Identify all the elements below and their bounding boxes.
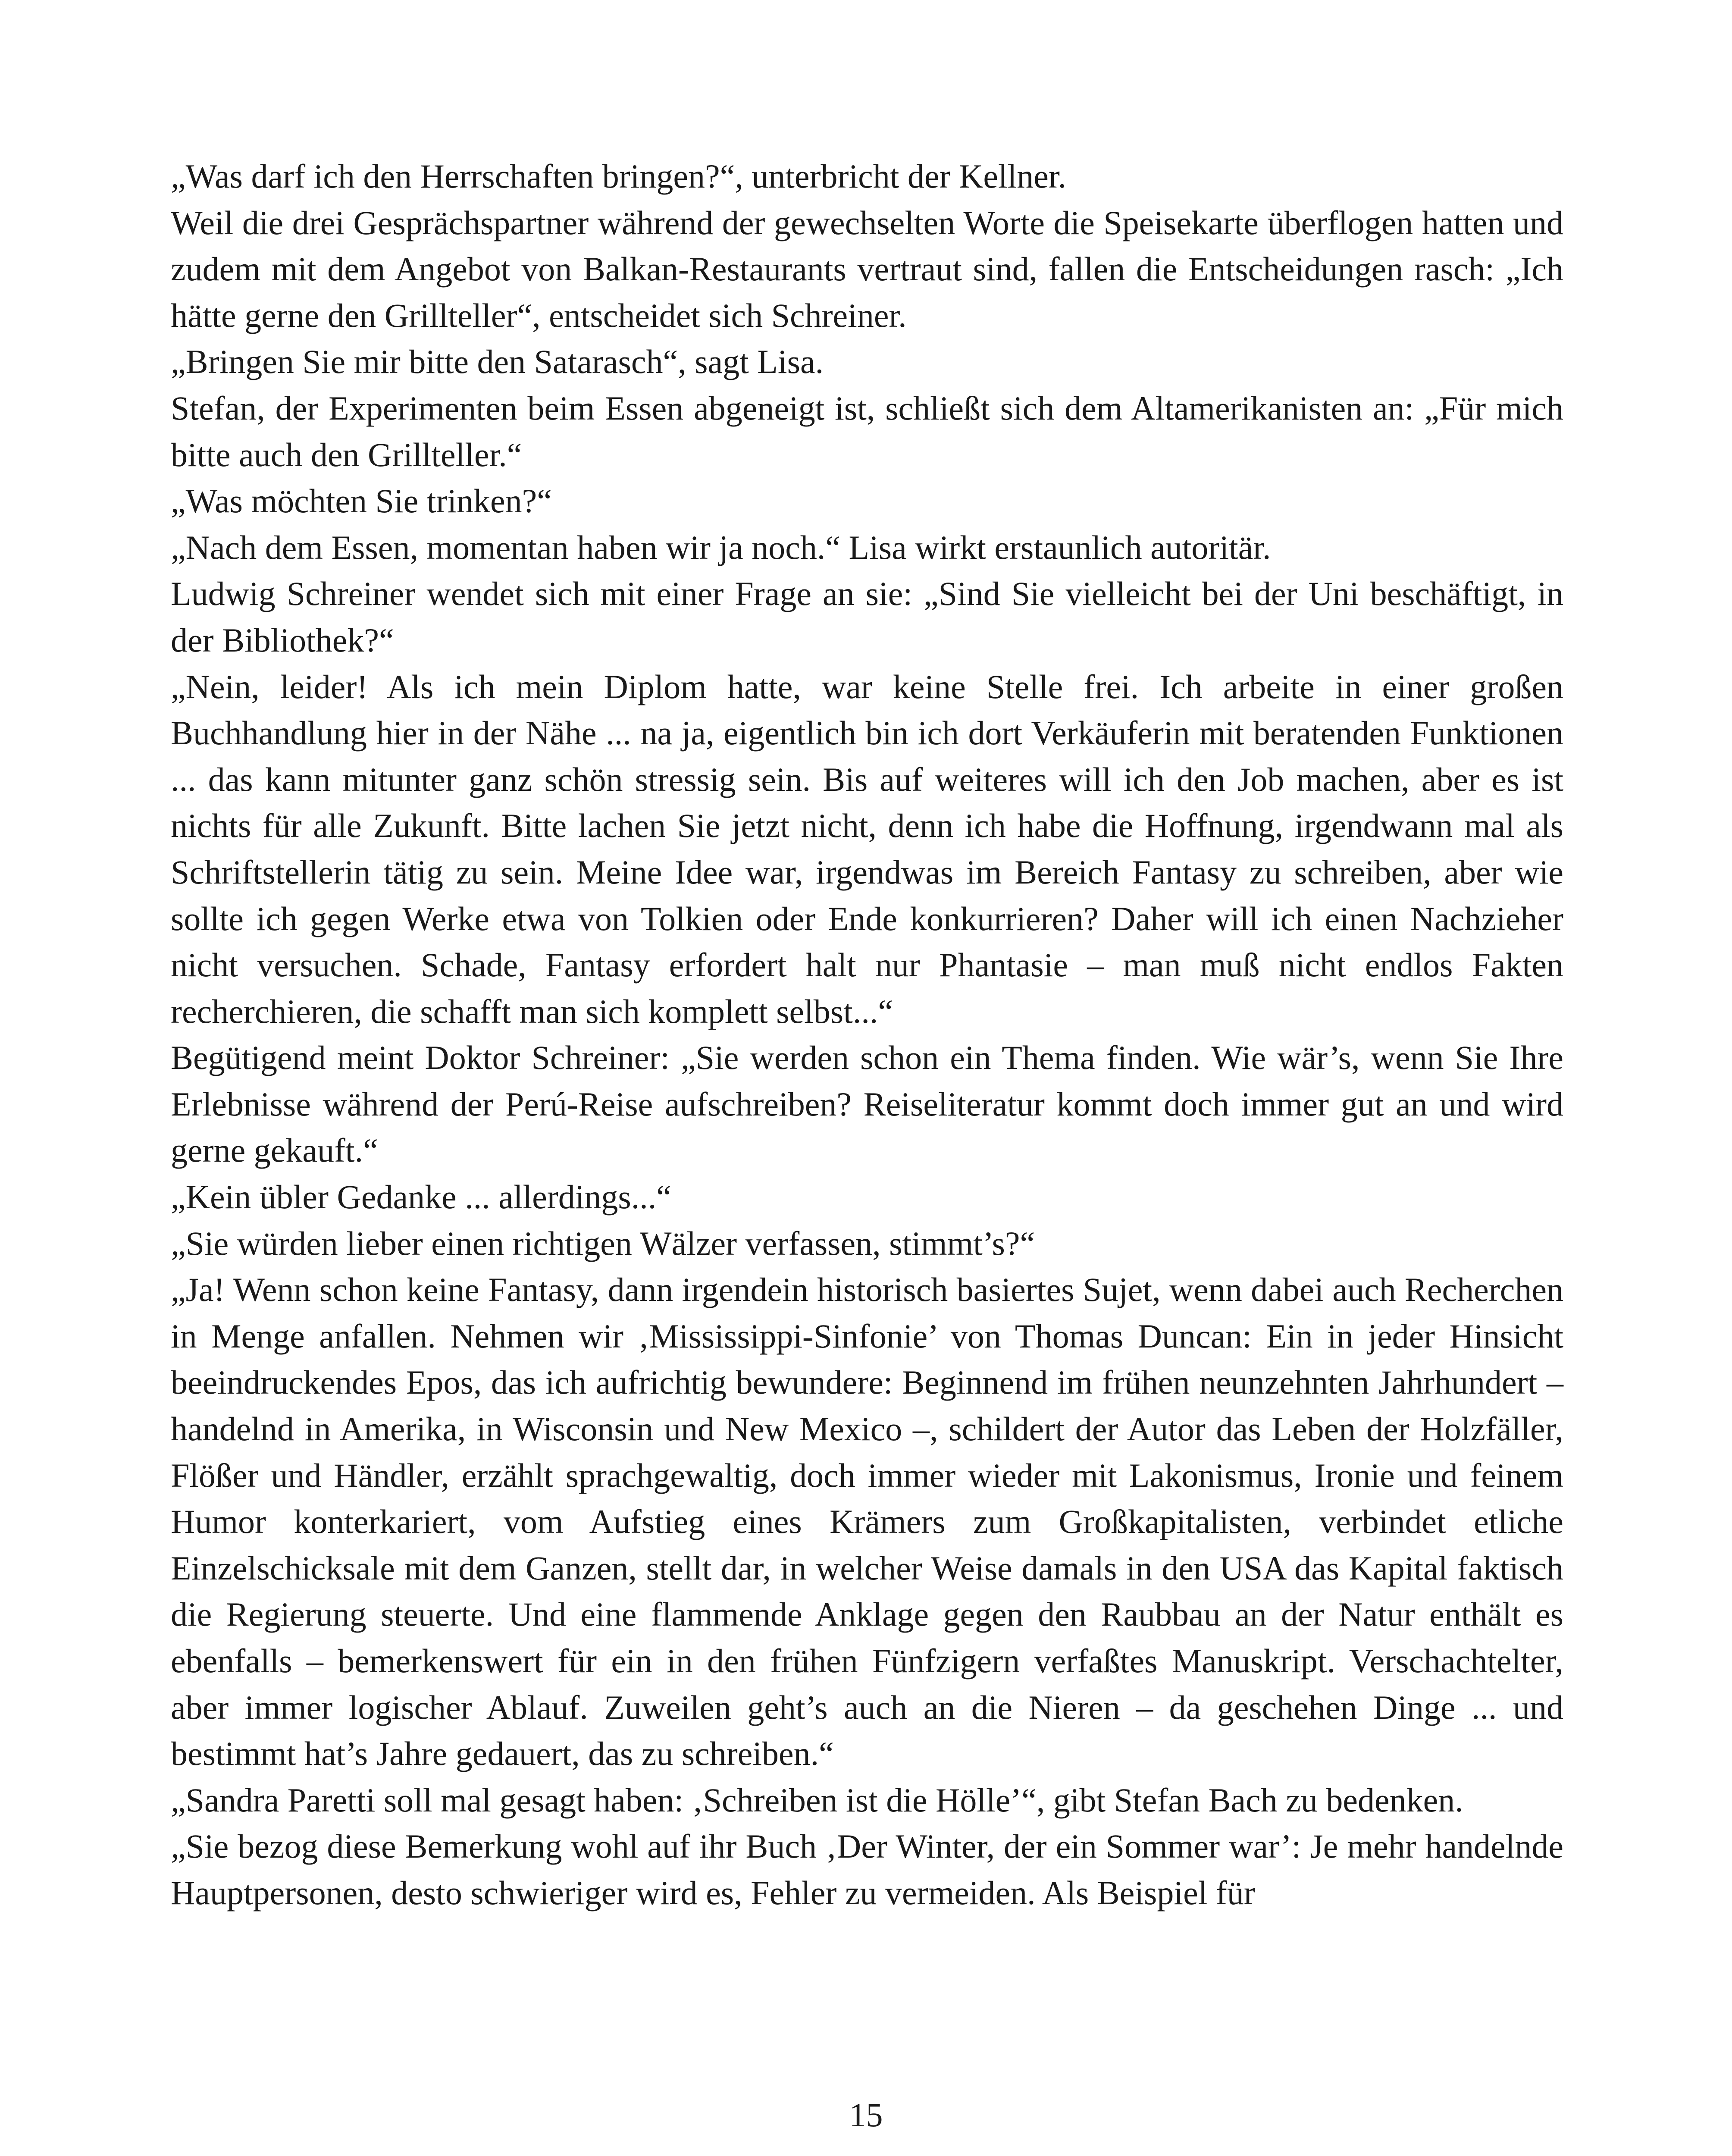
paragraph-winter-book: „Sie bezog diese Bemerkung wohl auf ihr Buch ‚Der Winter, der ein Sommer war’: Je mehr handelnde Hauptpersonen, desto schwieriger wird es, Fehler zu vermeiden. Als Beispiel für [171,1827,1563,1912]
paragraph-stefan-order: Stefan, der Experimenten beim Essen abgeneigt ist, schließt sich dem Altamerikanisten an: „Für mich bitte auch den Grillteller.“ [171,389,1563,473]
paragraph-lisa-hesitation: „Kein übler Gedanke ... allerdings...“ [171,1178,671,1216]
paragraph-duncan-epos: „Ja! Wenn schon keine Fantasy, dann irgendein historisch basiertes Sujet, wenn dabei auch Recherchen in Menge anfallen. Nehmen wir ‚Mississippi-Sinfonie’ von Thomas Duncan: Ein in jeder Hinsicht beeindruckendes Epos, das ich aufrichtig bewundere: Beginnend im frühen neunzehnten Jahrhundert – handelnd in Amerika, in Wisconsin und New Mexico –, schildert der Autor das Leben der Holzfäller, Flößer und Händler, erzählt sprachgewaltig, doch immer wieder mit Lakonismus, Ironie und feinem Humor konterkariert, vom Aufstieg eines Krämers zum Großkapitalisten, verbindet etliche Einzelschicksale mit dem Ganzen, stellt dar, in welcher Weise damals in den USA das Kapital faktisch die Regierung steuerte. Und eine flammende Anklage gegen den Raubbau an der Natur enthält es ebenfalls – bemerkenswert für ein in den frühen Fünfzigern verfaßtes Manuskript. Verschachtelter, aber immer logischer Ablauf. Zuweilen geht’s auch an die Nieren – da geschehen Dinge ... und bestimmt hat’s Jahre gedauert, das zu schreiben.“ [171,1271,1563,1773]
page-number: 15 [849,2096,883,2134]
paragraph-drinks-question: „Was möchten Sie trinken?“ [171,482,552,520]
paragraph-schreiner-question: Ludwig Schreiner wendet sich mit einer Frage an sie: „Sind Sie vielleicht bei der Uni beschäftigt, in der Bibliothek?“ [171,575,1563,659]
paragraph-walzer-question: „Sie würden lieber einen richtigen Wälzer verfassen, stimmt’s?“ [171,1224,1035,1262]
paragraph-schreiner-suggestion: Begütigend meint Doktor Schreiner: „Sie werden schon ein Thema finden. Wie wär’s, wenn Sie Ihre Erlebnisse während der Perú-Reise aufschreiben? Reiseliteratur kommt doch immer gut an und wird gerne gekauft.“ [171,1039,1563,1169]
paragraph-lisa-authority: „Nach dem Essen, momentan haben wir ja noch.“ Lisa wirkt erstaunlich autoritär. [171,528,1271,566]
paragraph-menu-decision: Weil die drei Gesprächspartner während der gewechselten Worte die Speisekarte überflogen hatten und zudem mit dem Angebot von Balkan-Restaurants vertraut sind, fallen die Entscheidungen rasch: „Ich hätte gerne den Grillteller“, entscheidet sich Schreiner. [171,204,1563,334]
paragraph-lisa-job: „Nein, leider! Als ich mein Diplom hatte, war keine Stelle frei. Ich arbeite in einer großen Buchhandlung hier in der Nähe ... na ja, eigentlich bin ich dort Verkäuferin mit beratenden Funktionen ... das kann mitunter ganz schön stressig sein. Bis auf weiteres will ich den Job machen, aber es ist nichts für alle Zukunft. Bitte lachen Sie jetzt nicht, denn ich habe die Hoffnung, irgendwann mal als Schriftstellerin tätig zu sein. Meine Idee war, irgendwas im Bereich Fantasy zu schreiben, aber wie sollte ich gegen Werke etwa von Tolkien oder Ende konkurrieren? Daher will ich einen Nachzieher nicht versuchen. Schade, Fantasy erfordert halt nur Phantasie – man muß nicht endlos Fakten recherchieren, die schafft man sich komplett selbst...“ [171,667,1563,1030]
paragraph-lisa-order: „Bringen Sie mir bitte den Satarasch“, sagt Lisa. [171,343,824,381]
paragraph-waiter-question: „Was darf ich den Herrschaften bringen?“, unterbricht der Kellner. [171,157,1067,195]
body-text [171,153,1563,1916]
paragraph-paretti-quote: „Sandra Paretti soll mal gesagt haben: ‚Schreiben ist die Hölle’“, gibt Stefan Bach zu bedenken. [171,1781,1463,1819]
